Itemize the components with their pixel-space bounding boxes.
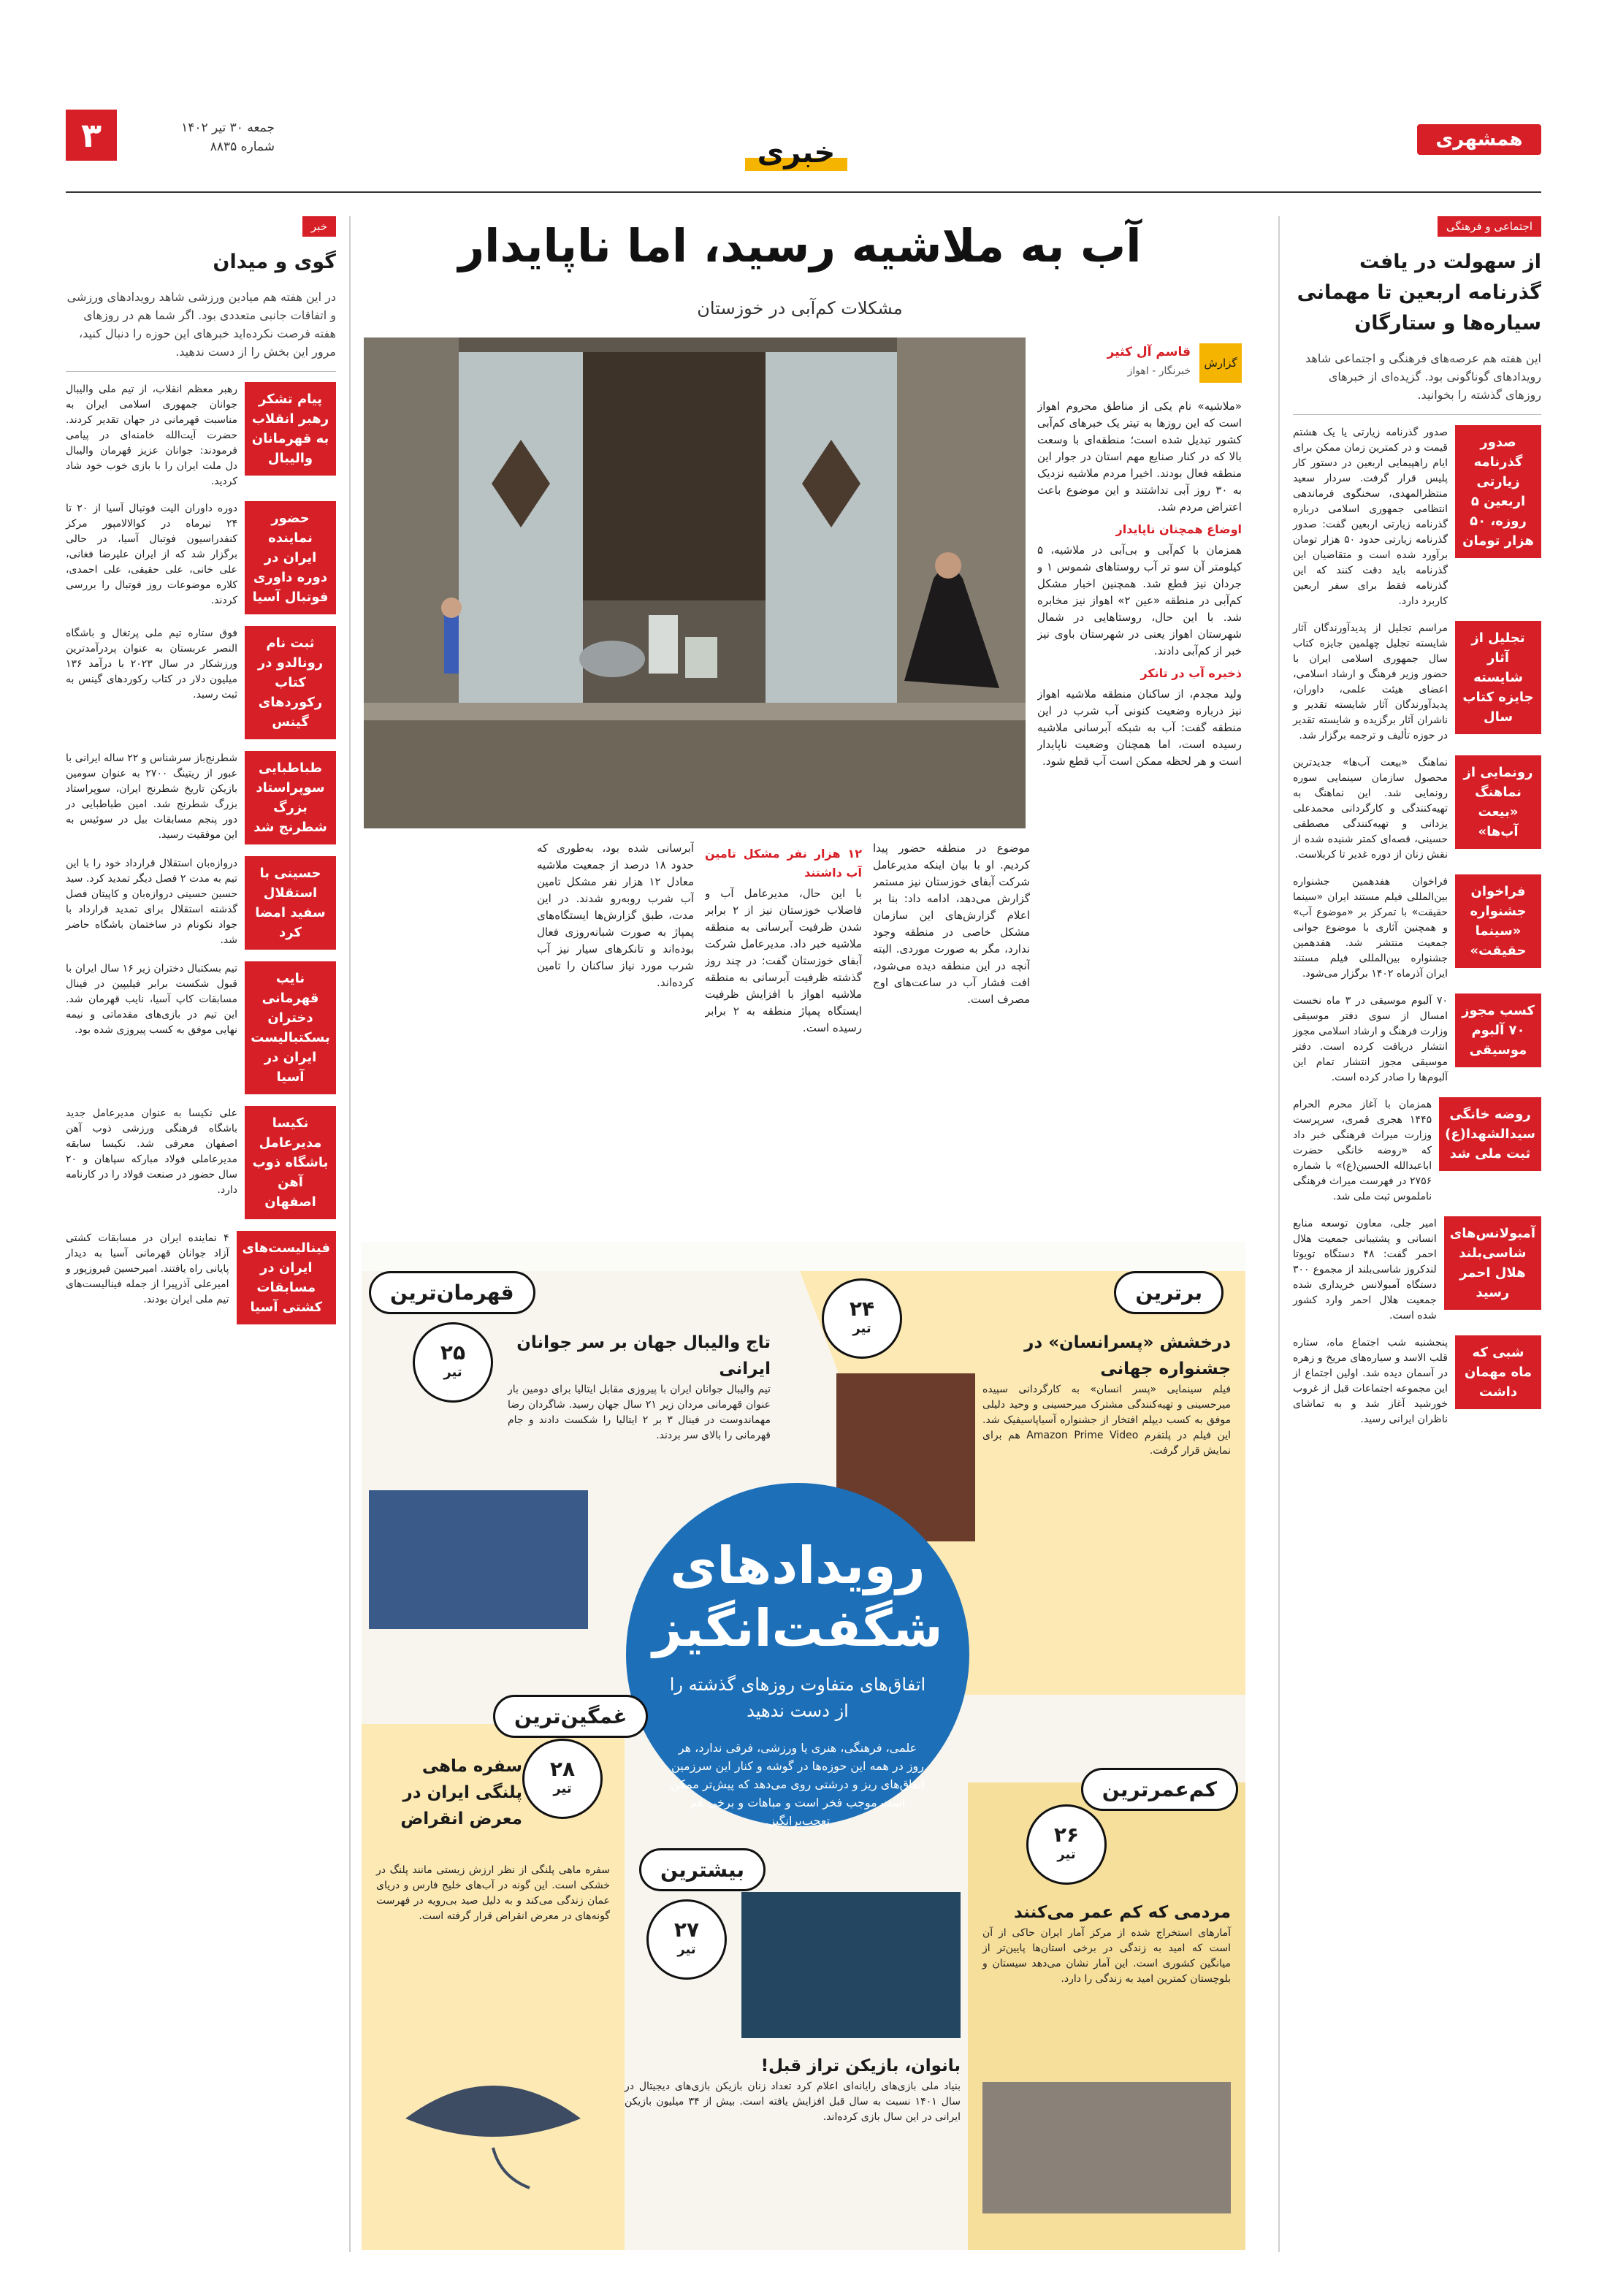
sports-column bbox=[66, 216, 336, 2252]
event-bubble: قهرمان‌ترین bbox=[369, 1271, 535, 1314]
sports-item bbox=[66, 382, 336, 489]
main-subtitle: مشکلات کم‌آبی در خوزستان bbox=[697, 298, 903, 319]
event-date-badge bbox=[822, 1278, 902, 1359]
culture-item bbox=[1293, 993, 1541, 1086]
item-label: فینالیست‌های ایران در مسابقات کشتی آسیا bbox=[237, 1231, 336, 1324]
section-tab bbox=[745, 136, 847, 177]
event-text bbox=[982, 1899, 1231, 1987]
sports-tag: خبر bbox=[302, 216, 336, 237]
event-date-badge bbox=[1026, 1804, 1107, 1885]
event-text bbox=[982, 1330, 1231, 1459]
culture-intro: این هفته هم عرصه‌های فرهنگی و اجتماعی شاهد رویدادهای گوناگونی بود. گزیده‌ای از خبرهای روزهای گذشته را بخوانید. bbox=[1293, 349, 1541, 415]
article-paragraph: ولید مجدم، از ساکنان منطقه ملاشیه اهواز نیز درباره وضعیت کنونی آب شرب در این منطقه گفت: آب به شبکه آبرسانی ملاشیه رسیده است، اما همچنان وضعیت ناپایدار است و هر لحظه ممکن است آب قطع شود. bbox=[1037, 687, 1242, 768]
byline-author: قاسم آل کثیر bbox=[1107, 345, 1191, 359]
article-paragraph: موضوع در منطقه حضور پیدا کردیم. او با بیان اینکه مدیرعامل شرکت آبفای خوزستان نیز مستمر گزارش می‌دهد، ادامه داد: بنا بر اعلام گزارش‌های این سازمان مشکل خاصی در منطقه وجود ندارد، مگر به صورت موردی. البته آنچه در این منطقه دیده می‌شود، افت فشار آب در ساعت‌های اوج مصرف است. bbox=[873, 842, 1030, 1006]
article-paragraph: با این حال، مدیرعامل آب و فاضلاب خوزستان نیز از ۲ برابر شدن ظرفیت آبرسانی به منطقه ملاشیه خبر داد. مدیرعامل شرکت آبفای خوزستان گفت: در چند روز گذشته ظرفیت آبرسانی به منطقه ملاشیه اهواز با افزایش ظرفیت ایستگاه پمپاژ منطقه به ۲ برابر رسیده است. bbox=[705, 887, 862, 1034]
feature-circle bbox=[626, 1483, 969, 1826]
sports-item bbox=[66, 751, 336, 844]
item-body: امیر جلی، معاون توسعه منابع انسانی و پشتیبانی جمعیت هلال احمر گفت: ۴۸ دستگاه تویوتا لندکروز شاسی‌بلند از مجموع ۳۰۰ دستگاه آمبولانس خریداری شده جمعیت هلال احمر وارد کشور شده است. bbox=[1293, 1218, 1437, 1321]
byline-role: خبرنگار - اهواز bbox=[1127, 365, 1191, 377]
issue-number: شماره ۸۸۳۵ bbox=[210, 140, 275, 154]
item-body: رهبر معظم انقلاب، از تیم ملی والیبال جوانان جمهوری اسلامی ایران به مناسبت قهرمانی در جهان تقدیر کردند. حضرت آیت‌الله خامنه‌ای در پیامی فرمودند: جوانان عزیز قهرمان والیبال دل ملت ایران را با بازی خوب خود شاد کردید. bbox=[66, 384, 237, 487]
event-title: تاج والیبال جهان بر سر جوانان ایرانی bbox=[516, 1333, 771, 1378]
event-month: تیر bbox=[553, 1781, 572, 1796]
sports-item bbox=[66, 501, 336, 614]
event-day: ۲۷ bbox=[673, 1918, 700, 1942]
item-label: نایب قهرمانی دختران بسکتبالیست ایران در آسیا bbox=[245, 961, 336, 1094]
item-label: ثبت نام رونالدو در کتاب رکوردهای گینس bbox=[245, 626, 336, 739]
culture-item bbox=[1293, 425, 1541, 609]
article-column bbox=[705, 840, 862, 1238]
item-body: نماهنگ «بیعت آب‌ها» جدیدترین محصول سازمان سینمایی سوره رونمایی شد. این نماهنگ به تهیه‌کنندگی و کارگردانی محمدعلی یزدانی و تهیه‌کنندگی مصطفی حسینی، قصه‌ای کمتر شنیده شده از نقش زنان از دوره غدیر تا کربلاست. bbox=[1293, 757, 1448, 861]
sports-item bbox=[66, 856, 336, 950]
event-title: بانوان، بازیکن تراز قبل! bbox=[760, 2056, 961, 2075]
stingray-illustration bbox=[383, 2045, 603, 2192]
issue-meta bbox=[129, 118, 275, 156]
event-date-badge bbox=[646, 1899, 727, 1980]
hospital-photo bbox=[982, 2082, 1231, 2213]
item-body: ۴ نماینده ایران در مسابقات کشتی آزاد جوانان قهرمانی آسیا به دیدار پایانی راه یافتند. امیرحسین فیروزپور و امیرعلی آذرپیرا از جمله فینالیست‌های تیم ملی ایران بودند. bbox=[66, 1232, 229, 1305]
event-body: تیم والیبال جوانان ایران با پیروزی مقابل ایتالیا برای دومین بار عنوان قهرمانی مردان زیر ۲۱ سال جهان رسید. شاگردان رضا مهماندوست در فینال ۳ بر ۲ ایتالیا را شکست دادند و جام قهرمانی را بالای سر بردند. bbox=[508, 1384, 771, 1441]
header-rule bbox=[66, 191, 1541, 193]
event-body: آمارهای استخراج شده از مرکز آمار ایران حاکی از آن است که امید به زندگی در برخی استان‌ها پایین‌تر از میانگین کشوری است. این آمار نشان می‌دهد سیستان و بلوچستان کمترین امید به زندگی را دارد. bbox=[982, 1927, 1231, 1985]
item-body: دروازه‌بان استقلال قرارداد خود را با این تیم به مدت ۲ فصل دیگر تمدید کرد. سید حسین حسینی دروازه‌بان و کاپیتان فصل گذشته استقلال برای تمدید قرارداد با جواد نکونام در ساختمان باشگاه حاضر شد. bbox=[66, 858, 237, 946]
item-label: صدور گذرنامه زیارتی اربعین ۵ روزه، ۵۰ هزار تومان bbox=[1455, 425, 1541, 558]
culture-item bbox=[1293, 755, 1541, 863]
culture-item bbox=[1293, 874, 1541, 982]
article-paragraph: همزمان با کم‌آبی و بی‌آبی در ملاشیه، ۵ کیلومتر آن سو تر آب روستاهای شموس ۱ و جردان نیز قطع شد. همچنین اخبار مشکل کم‌آبی در منطقه «عین ۲» اهواز نیز مخابره شد. با این حال، روستاهایی در شمال شهرستان اهواز یعنی در شهرستان باوی نیز خبر از کم‌آبی دادند. bbox=[1037, 544, 1242, 657]
event-month: تیر bbox=[677, 1942, 696, 1957]
event-card bbox=[975, 1768, 1238, 2221]
event-body: سفره ماهی پلنگی از نظر ارزش زیستی مانند پلنگ در خشکی است. این گونه در آب‌های خلیج فارس و دریای عمان زندگی می‌کند و به دلیل صید بی‌رویه در فهرست گونه‌های در معرض انقراض قرار گرفته است. bbox=[376, 1864, 610, 1922]
item-label: روضه خانگی سیدالشهدا(ع) ثبت ملی شد bbox=[1439, 1097, 1541, 1171]
right-separator bbox=[1278, 216, 1280, 2252]
event-month: تیر bbox=[852, 1321, 871, 1336]
item-body: فوق ستاره تیم ملی پرتغال و باشگاه النصر عربستان به عنوان پردرآمدترین ورزشکار در سال ۲۰۲۳ با درآمد ۱۳۶ میلیون دلار در کتاب رکوردهای گینس به ثبت رسید. bbox=[66, 628, 237, 701]
event-text bbox=[376, 1753, 522, 1832]
article-column bbox=[537, 840, 694, 1238]
event-day: ۲۶ bbox=[1053, 1823, 1080, 1847]
event-date-badge bbox=[413, 1322, 493, 1403]
sports-item bbox=[66, 1106, 336, 1219]
event-day: ۲۴ bbox=[849, 1297, 875, 1321]
volleyball-photo bbox=[369, 1490, 588, 1629]
item-label: حضور نماینده ایران در دوره داوری فوتبال آسیا bbox=[245, 501, 336, 614]
byline-box bbox=[1037, 343, 1242, 383]
section-title: خبری bbox=[757, 136, 836, 169]
event-date-badge bbox=[522, 1739, 603, 1819]
article-lead: «ملاشیه» نام یکی از مناطق محروم اهواز است که این روزها به تیتر یک خبرهای کم‌آبی کشور تبدیل شده است؛ منطقه‌ای با وسعت بالا که در کنار صنایع مهم استان در جوار این منطقه فعال بودند. اخیرا مردم ملاشیه نزدیک به ۳۰ روز آبی نداشتند و این موضوع باعث اعتراض مردم شد. bbox=[1037, 400, 1242, 514]
item-body: صدور گذرنامه زیارتی یا یک هشتم قیمت و در کمترین زمان ممکن برای ایام راهپیمایی اربعین در دستور کار پلیس قرار گرفت. سردار سعید منتظرالمهدی، سخنگوی فرماندهی انتظامی جمهوری اسلامی درباره گذرنامه زیارتی اربعین گفت: صدور گذرنامه زیارتی حدود ۵۰ هزار تومان برآورد شده است و متقاضیان این گذرنامه باید دقت کنند که این گذرنامه فقط برای سفر اربعین کاربرد دارد. bbox=[1293, 427, 1448, 607]
event-text bbox=[376, 1863, 610, 1924]
item-label: شبی که ماه مهمان داشت bbox=[1455, 1335, 1541, 1409]
event-card bbox=[369, 1695, 627, 2206]
culture-tag: اجتماعی و فرهنگی bbox=[1438, 216, 1541, 237]
issue-date: جمعه ۳۰ تیر ۱۴۰۲ bbox=[181, 121, 275, 135]
sports-intro: در این هفته هم میادین ورزشی شاهد رویدادهای ورزشی و اتفاقات جانبی متعددی بود. اگر شما هم در روزهای هفته فرصت نکرده‌اید خبرهای این حوزه را دنبال کنید، مرور این بخش را از دست ندهید. bbox=[66, 288, 336, 372]
event-title: درخشش «پسرانسان» در جشنواره جهانی bbox=[1024, 1333, 1231, 1378]
article-column bbox=[1037, 398, 1242, 1231]
culture-item bbox=[1293, 1097, 1541, 1205]
infographic bbox=[362, 1242, 1245, 2250]
event-body: بنیاد ملی بازی‌های رایانه‌ای اعلام کرد تعداد زنان بازیکن بازی‌های دیجیتال در سال ۱۴۰۱ نسبت به سال قبل افزایش یافته است. بیش از ۳۴ میلیون بازیکن ایرانی در این سال بازی کرده‌اند. bbox=[625, 2080, 961, 2123]
page-header bbox=[66, 110, 1541, 190]
article-subhead: ذخیره آب در تانکر bbox=[1140, 666, 1242, 680]
item-label: تجلیل از آثار شایسته جایزه کتاب سال bbox=[1455, 621, 1541, 734]
doorway-scene-illustration bbox=[364, 337, 1026, 828]
event-card bbox=[625, 1841, 968, 2250]
feature-description: علمی، فرهنگی، هنری یا ورزشی، فرقی ندارد، هر روز در همه این حوزه‌ها در گوشه و کنار این سرزمین اتفاق‌های ریز و درشتی روی می‌دهد که پیش‌تر ممکن است موجب فخر است و مباهات و برخی هم تعجب‌برانگیز. bbox=[671, 1741, 925, 1828]
event-body: فیلم سینمایی «پسر انسان» به کارگردانی سپیده میرحسینی و تهیه‌کنندگی مشترک میرحسینی و وحید دلیلی موفق به کسب دیپلم افتخار از جشنواره آسیاپاسیفیک شد. این فیلم در پلتفرم Amazon Prime Video هم برای نمایش قرار گرفت. bbox=[982, 1384, 1231, 1457]
item-label: پیام تشکر رهبر انقلاب به قهرمانان والیبال bbox=[245, 382, 336, 476]
sports-item bbox=[66, 1231, 336, 1324]
item-body: علی نکیسا به عنوان مدیرعامل جدید باشگاه فرهنگی ورزشی ذوب آهن اصفهان معرفی شد. نکیسا سابقه مدیرعاملی فولاد مبارکه سپاهان و ۲۰ سال حضور در صنعت فولاد را در کارنامه دارد. bbox=[66, 1107, 237, 1196]
event-day: ۲۸ bbox=[549, 1757, 576, 1781]
event-bubble: بیشترین bbox=[639, 1848, 766, 1891]
item-body: شطرنج‌باز سرشناس و ۲۲ ساله ایرانی با عبور از ریتینگ ۲۷۰۰ به عنوان سومین بازیکن تاریخ شطرنج ایران، سوپراستاد بزرگ شطرنج شد. امین طباطبایی در دور پنجم مسابقات بیل در سوئیس به این موفقیت رسید. bbox=[66, 752, 238, 841]
event-bubble: برترین bbox=[1114, 1271, 1224, 1314]
article-column bbox=[873, 840, 1030, 1238]
item-body: همزمان با آغاز محرم الحرام ۱۴۴۵ هجری قمری، سرپرست وزارت میراث فرهنگی خبر داد که «روضه خانگی حضرت اباعبدالله الحسین(ع)» با شماره ۲۷۵۶ در فهرست میراث فرهنگی ناملموس ثبت ملی شد. bbox=[1293, 1099, 1432, 1202]
culture-column bbox=[1293, 216, 1541, 2252]
sports-headline: گوی و میدان bbox=[213, 251, 336, 273]
item-body: تیم بسکتبال دختران زیر ۱۶ سال ایران با قبول شکست برابر فیلیپین در فینال مسابقات کاپ آسیا، نایب قهرمان شد. این تیم در بازی‌های مقدماتی و نیمه نهایی موفق به کسب پیروزی شده بود. bbox=[66, 963, 237, 1036]
event-bubble: غمگین‌ترین bbox=[493, 1695, 648, 1738]
item-body: پنجشنبه شب اجتماع ماه، ستاره قلب الاسد و سیاره‌های مریخ و زهره در آسمان دیده شد. اولین اجتماع از این مجموعه اجتماعات قبل از غروب خورشید آغاز شد و به تماشای ناظران ایرانی رسید. bbox=[1293, 1337, 1448, 1425]
event-bubble: کم‌عمرترین bbox=[1081, 1768, 1238, 1811]
item-body: ۷۰ آلبوم موسیقی در ۳ ماه نخست امسال از سوی دفتر موسیقی وزارت فرهنگ و ارشاد اسلامی مجوز انتشار دریافت کرده است. دفتر موسیقی مجوز انتشار تمام این آلبوم‌ها را صادر کرده است. bbox=[1293, 995, 1448, 1083]
item-label: کسب مجوز ۷۰ آلبوم موسیقی bbox=[1455, 993, 1541, 1067]
feature-dek: اتفاق‌های متفاوت روزهای گذشته را از دست ندهید bbox=[669, 1674, 926, 1721]
article-paragraph: آبرسانی شده بود، به‌طوری که حدود ۱۸ درصد از جمعیت ملاشیه معادل ۱۲ هزار نفر مشکل تامین آب شرب روبه‌رو شدند. در این مدت، طبق گزارش‌ها ایستگاه‌های پمپاژ به صورت شبانه‌روزی فعال بوده‌اند و تانکرهای سیار نیز آب شرب مورد نیاز ساکنان را تامین کرده‌اند. bbox=[537, 842, 694, 989]
item-label: حسینی با استقلال سفید امضا کرد bbox=[245, 856, 336, 950]
item-label: آمبولانس‌های شاسی‌بلند هلال احمر رسید bbox=[1444, 1216, 1541, 1310]
event-title: مردمی که کم عمر می‌کنند bbox=[1013, 1903, 1231, 1922]
main-headline: آب به ملاشیه رسید، اما ناپایدار bbox=[458, 219, 1142, 272]
sports-item bbox=[66, 626, 336, 739]
article-subhead: ۱۲ هزار نفر مشکل تامین آب داشتند bbox=[705, 847, 862, 880]
sports-item bbox=[66, 961, 336, 1094]
article-subhead: اوضاع همچنان ناپایدار bbox=[1115, 522, 1242, 536]
report-kind-label: گزارش bbox=[1199, 343, 1242, 383]
event-month: تیر bbox=[443, 1365, 462, 1380]
item-body: مراسم تجلیل از پدیدآورندگان آثار شایسته تجلیل چهلمین جایزه کتاب سال جمهوری اسلامی ایران با حضور وزیر فرهنگ و ارشاد اسلامی، اعضای هیئت علمی، داوران، پدیدآورندگان آثار شایسته تقدیر و ناشران آثار برگزیده و شایسته تقدیر در حوزه تألیف و ترجمه برگزار شد. bbox=[1293, 622, 1448, 741]
event-day: ۲۵ bbox=[440, 1340, 466, 1365]
event-text bbox=[508, 1330, 771, 1443]
event-month: تیر bbox=[1057, 1847, 1076, 1862]
item-label: نکیسا مدیرعامل باشگاه ذوب آهن اصفهان bbox=[245, 1106, 336, 1219]
culture-item bbox=[1293, 1216, 1541, 1324]
event-title: سفره ماهی پلنگی ایران در معرض انقراض bbox=[400, 1757, 522, 1828]
culture-headline: از سهولت در یافت گذرنامه اربعین تا مهمانی سیاره‌ها و ستارگان bbox=[1297, 251, 1541, 335]
culture-item bbox=[1293, 621, 1541, 744]
left-separator bbox=[349, 216, 351, 2252]
page-number: ۳ bbox=[66, 110, 117, 161]
ahvaz-photo bbox=[364, 337, 1026, 828]
item-body: دوره داوران الیت فوتبال آسیا از ۲۰ تا ۲۴ تیرماه در کوالالامپور مرکز کنفدراسیون فوتبال آسیا، در حالی برگزار شد که از ایران علیرضا فغانی، علی خانی، علی حقیقی، علی احمدی، کلاره موضوعات روز فوتبال را بررسی کردند. bbox=[66, 503, 237, 606]
newspaper-logo: همشهری bbox=[1417, 124, 1541, 155]
culture-item bbox=[1293, 1335, 1541, 1427]
event-text bbox=[625, 2053, 961, 2125]
item-label: رونمایی از نماهنگ «بیعت آب‌ها» bbox=[1455, 755, 1541, 849]
item-label: طباطبایی سوپراستاد بزرگ شطرنج شد bbox=[245, 751, 336, 844]
gaming-photo bbox=[741, 1892, 961, 2038]
item-label: فراخوان جشنواره «سینما حقیقت» bbox=[1455, 874, 1541, 968]
item-body: فراخوان هفدهمین جشنواره بین‌المللی فیلم مستند ایران «سینما حقیقت» با تمرکز بر «موضوع آب» و همچنین آثاری با موضوع جوانی جمعیت منتشر شد. هفدهمین جشنواره بین‌المللی فیلم مستند ایران آذرماه ۱۴۰۲ برگزار می‌شود. bbox=[1293, 876, 1448, 980]
feature-title: رویدادهای شگفت‌انگیز bbox=[652, 1536, 943, 1658]
